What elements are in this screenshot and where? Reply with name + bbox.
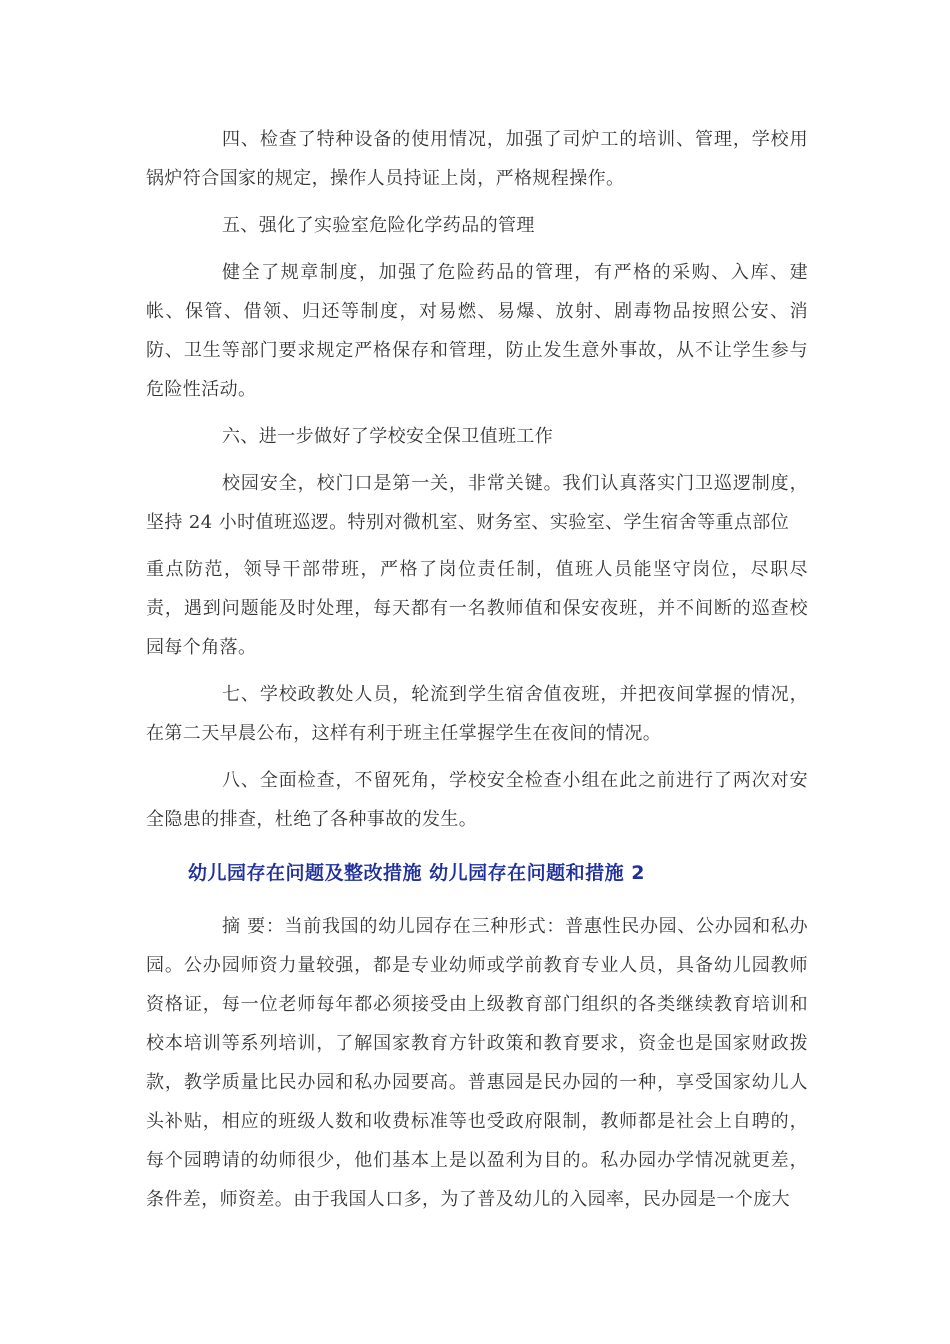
paragraph-item-4: 四、检查了特种设备的使用情况，加强了司炉工的培训、管理，学校用锅炉符合国家的规定，操作人员持证上岗，严格规程操作。 (146, 129, 808, 189)
section-title-6: 六、进一步做好了学校安全保卫值班工作 (222, 426, 554, 447)
paragraph-item-8: 八、全面检查，不留死角，学校安全检查小组在此之前进行了两次对安全隐患的排查，杜绝了各种事故的发生。 (146, 770, 808, 830)
paragraph-campus-security: 校园安全，校门口是第一关，非常关键。我们认真落实门卫巡逻制度，坚持 24 小时值班巡逻。特别对微机室、财务室、实验室、学生宿舍等重点部位 (146, 473, 808, 533)
document-body (146, 120, 808, 1219)
paragraph-abstract: 摘 要：当前我国的幼儿园存在三种形式：普惠性民办园、公办园和私办园。公办园师资力量较强，都是专业幼师或学前教育专业人员，具备幼儿园教师资格证，每一位老师每年都必须接受由上级教育部门组织的各类继续教育培训和校本培训等系列培训，了解国家教育方针政策和教育要求，资金也是国家财政拨款，教学质量比民办园和私办园要高。普惠园是民办园的一种，享受国家幼儿人头补贴，相应的班级人数和收费标准等也受政府限制，教师都是社会上自聘的，每个园聘请的幼师很少，他们基本上是以盈利为目的。私办园办学情况就更差，条件差，师资差。由于我国人口多，为了普及幼儿的入园率，民办园是一个庞大 (146, 916, 808, 1210)
article-heading: 幼儿园存在问题及整改措施 幼儿园存在问题和措施 2 (188, 862, 645, 884)
paragraph-item-7: 七、学校政教处人员，轮流到学生宿舍值夜班，并把夜间掌握的情况，在第二天早晨公布，这样有利于班主任掌握学生在夜间的情况。 (146, 684, 808, 744)
paragraph-regulations: 健全了规章制度，加强了危险药品的管理，有严格的采购、入库、建帐、保管、借领、归还等制度，对易燃、易爆、放射、剧毒物品按照公安、消防、卫生等部门要求规定严格保存和管理，防止发生意外事故，从不让学生参与危险性活动。 (146, 262, 808, 400)
section-title-5: 五、强化了实验室危险化学药品的管理 (222, 215, 535, 236)
paragraph-campus-security-cont: 重点防范，领导干部带班，严格了岗位责任制，值班人员能坚守岗位，尽职尽责，遇到问题能及时处理，每天都有一名教师值和保安夜班，并不间断的巡查校园每个角落。 (146, 559, 808, 658)
